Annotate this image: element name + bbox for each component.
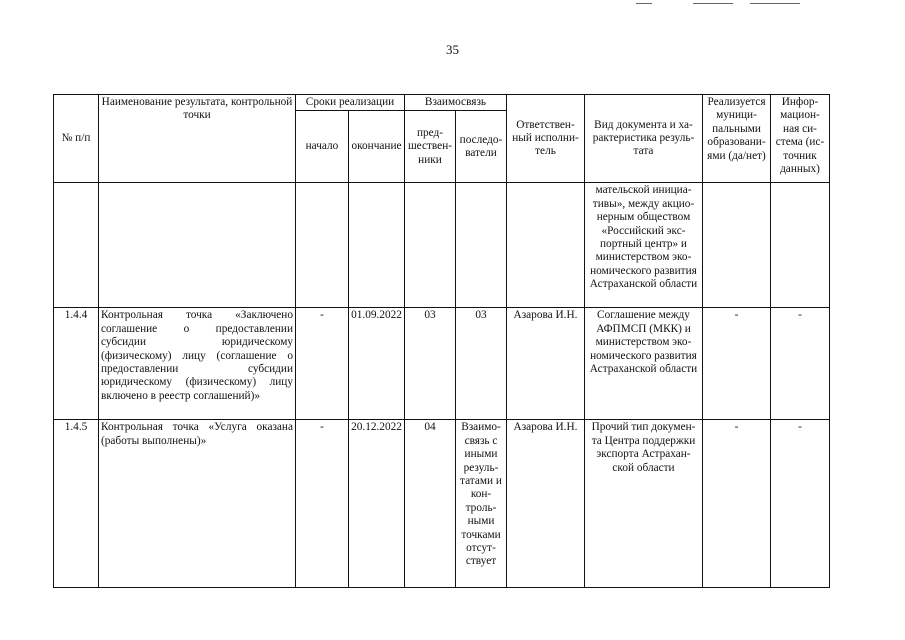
header-responsible: Ответствен-ный исполни-тель [507, 95, 585, 183]
header-rule-middle [693, 3, 733, 4]
row-doc: Соглашение между АФПМСП (МКК) и министерством эко-номического развития Астраханской области [585, 308, 703, 420]
header-infosys: Инфор-мацион-ная си-стема (ис-точник данных) [771, 95, 830, 183]
row-doc: Прочий тип докумен-та Центра поддержки экспорта Астрахан-ской области [585, 420, 703, 588]
table-row [54, 420, 830, 588]
row-municipal [703, 183, 771, 308]
row-name: Контрольная точка «Заключено соглашение о предоставлении субсидии юридическому (физическому) лицу (соглашение о предоставлении субсидии юридическому (физическому) лицу включено в реестр соглашений)» [99, 308, 296, 420]
table-row [54, 183, 830, 308]
header-relation: Взаимосвязь [405, 95, 507, 111]
row-num: 1.4.5 [54, 420, 99, 588]
row-predecessors [405, 183, 456, 308]
row-name [99, 183, 296, 308]
header-rule-right [750, 3, 800, 4]
row-successors: Взаимо-связь с иными резуль-татами и кон-троль-ными точками отсут-ствует [456, 420, 507, 588]
row-start: - [296, 420, 349, 588]
row-successors [456, 183, 507, 308]
row-successors: 03 [456, 308, 507, 420]
row-end [349, 183, 405, 308]
header-predecessors: пред-шествен-ники [405, 111, 456, 183]
results-table [53, 94, 830, 588]
row-num: 1.4.4 [54, 308, 99, 420]
header-rule-left [636, 3, 652, 4]
row-responsible: Азарова И.Н. [507, 420, 585, 588]
row-predecessors: 04 [405, 420, 456, 588]
header-name: Наименование результата, контрольной точки [99, 95, 296, 183]
row-infosys: - [771, 308, 830, 420]
row-responsible [507, 183, 585, 308]
row-end: 01.09.2022 [349, 308, 405, 420]
header-terms: Сроки реализации [296, 95, 405, 111]
header-end: окончание [349, 111, 405, 183]
header-row-1 [54, 95, 830, 111]
row-predecessors: 03 [405, 308, 456, 420]
header-doc: Вид документа и ха-рактеристика резуль-тата [585, 95, 703, 183]
row-infosys: - [771, 420, 830, 588]
row-num [54, 183, 99, 308]
row-start [296, 183, 349, 308]
row-name: Контрольная точка «Услуга оказана (работы выполнены)» [99, 420, 296, 588]
row-municipal: - [703, 308, 771, 420]
header-start: начало [296, 111, 349, 183]
row-end: 20.12.2022 [349, 420, 405, 588]
row-responsible: Азарова И.Н. [507, 308, 585, 420]
page-number: 35 [446, 42, 459, 57]
header-successors: последо-ватели [456, 111, 507, 183]
header-municipal: Реализуется муници-пальными образовани-ями (да/нет) [703, 95, 771, 183]
row-municipal: - [703, 420, 771, 588]
table-row [54, 308, 830, 420]
row-infosys [771, 183, 830, 308]
header-num: № п/п [54, 95, 99, 183]
row-doc: мательской инициа-тивы», между акцио-нерным обществом «Российский экс-портный центр» и министерством эко-номического развития Астраханской области [585, 183, 703, 308]
row-start: - [296, 308, 349, 420]
